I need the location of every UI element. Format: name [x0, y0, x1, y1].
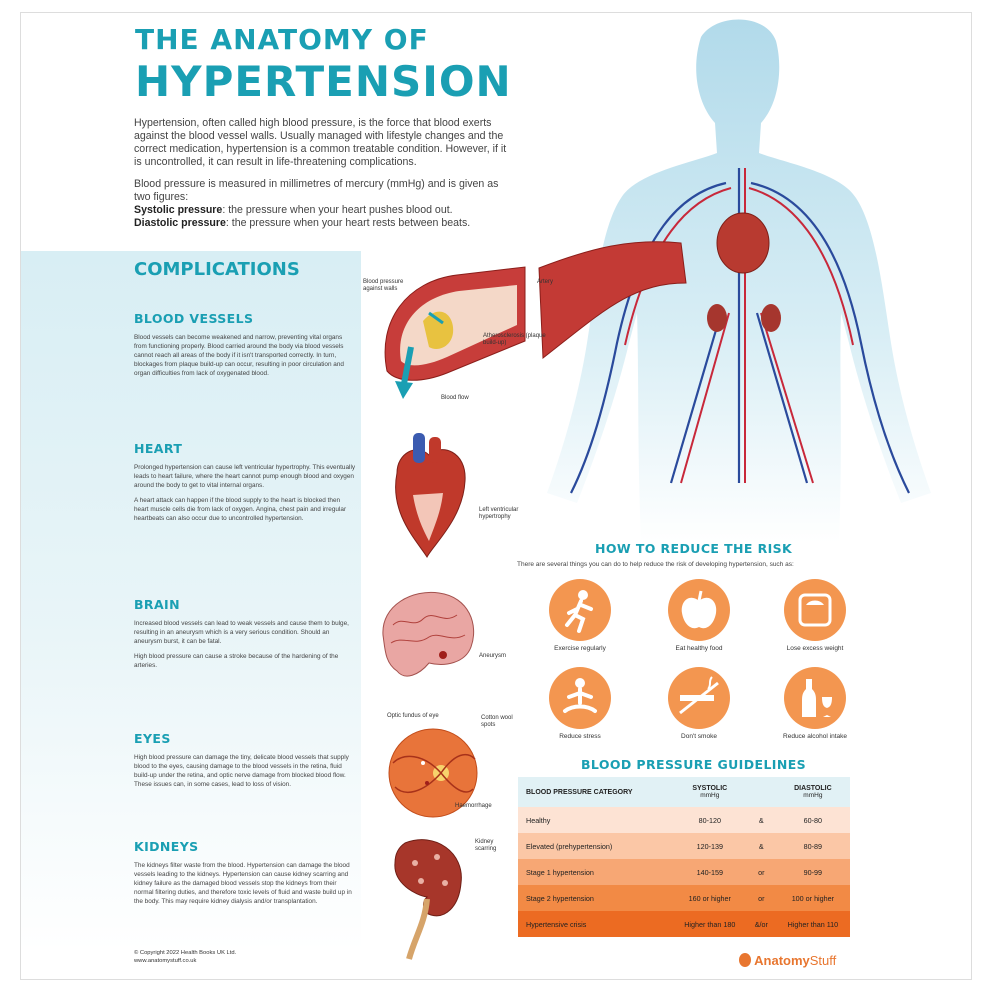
brain-illustration [373, 585, 483, 685]
kidney-organ-icon [707, 304, 727, 332]
copyright: © Copyright 2022 Health Books UK Ltd. www.anatomystuff.co.uk [134, 950, 237, 964]
brain-heading: BRAIN [134, 597, 180, 612]
row-category: Stage 1 hypertension [526, 867, 594, 877]
anatomystuff-logo: AnatomyStuff [739, 953, 836, 968]
meditation-icon [549, 667, 611, 729]
kidneys-heading: KIDNEYS [134, 839, 199, 854]
kidney-illustration [385, 833, 475, 963]
complications-heading: COMPLICATIONS [134, 259, 300, 280]
row-category: Healthy [526, 815, 551, 825]
heart-text: Prolonged hypertension can cause left ventricular hypertrophy. This eventually leads to heart failure, where the heart cannot pump enough blood and oxygen around the body to get to vital internal organs. A heart attack can happen if the blood supply to the heart is blocked then heart muscle cells die from lack of oxygen. Angina, chest pain and irregular heartbeats can also occur due to uncontrolled hypertension. [134, 464, 356, 522]
row-diastolic: 80-89 [803, 841, 823, 851]
row-diastolic: 100 or higher [791, 893, 835, 903]
row-diastolic: Higher than 110 [787, 919, 839, 929]
artery-label: Artery [537, 279, 554, 285]
bp-guidelines-heading: BLOOD PRESSURE GUIDELINES [581, 757, 807, 772]
risk-item-alcohol: Reduce alcohol intake [755, 667, 875, 740]
risk-item-exercise: Exercise regularly [520, 579, 640, 652]
col-category: BLOOD PRESSURE CATEGORY [518, 777, 673, 807]
eyes-heading: EYES [134, 731, 171, 746]
row-systolic: Higher than 180 [684, 919, 736, 929]
scale-icon [784, 579, 846, 641]
row-systolic: 120-139 [696, 841, 723, 851]
col-diastolic: DIASTOLIC mmHg [776, 777, 850, 807]
running-person-icon [549, 579, 611, 641]
bp-guidelines-table [518, 777, 850, 937]
atherosclerosis-label: Atherosclerosis (plaque build-up) [483, 333, 546, 346]
table-header-row [518, 777, 850, 807]
row-joiner: or [758, 893, 765, 903]
col-systolic: SYSTOLIC mmHg [673, 777, 747, 807]
row-category: Hypertensive crisis [526, 919, 587, 929]
page-title-line1: THE ANATOMY OF [135, 23, 429, 56]
left-ventricular-label: Left ventricular hypertrophy [479, 507, 519, 520]
brain-text: Increased blood vessels can lead to weak vessels and cause them to bulge, resulting in an aneurysm which is a very serious condition. Should an aneurysm burst, it can be fatal. High blood pressure can cause a stroke because of the hardening of the arteries. [134, 620, 349, 669]
blood-pressure-label: Blood pressure against walls [363, 279, 404, 292]
body-illustration [521, 13, 972, 543]
risk-item-food: Eat healthy food [639, 579, 759, 652]
reduce-risk-subtitle: There are several things you can do to help reduce the risk of developing hypertension, such as: [517, 561, 794, 568]
row-systolic: 80-120 [698, 815, 721, 825]
systolic-definition: Systolic pressure: the pressure when your heart pushes blood out. [134, 204, 453, 216]
intro-paragraph-1: Hypertension, often called high blood pressure, is the force that blood exerts against the blood vessel walls. Usually managed with lifestyle changes and the correct medication, hypertension is a common treatable condition. However, if it is uncontrolled, it can result in life-threatening complications. [134, 117, 507, 168]
haemorrhage-label: Haemorrhage [455, 803, 492, 809]
diastolic-definition: Diastolic pressure: the pressure when your heart rests between beats. [134, 217, 471, 229]
table-row [518, 885, 850, 911]
reduce-risk-heading: HOW TO REDUCE THE RISK [595, 541, 793, 556]
row-joiner: &/or [754, 919, 768, 929]
optic-fundus-label: Optic fundus of eye [387, 713, 439, 719]
row-joiner: & [758, 841, 764, 851]
heart-organ-icon [717, 213, 769, 273]
row-joiner: or [758, 867, 765, 877]
intro-text [134, 117, 514, 230]
table-row [518, 859, 850, 885]
table-row [518, 833, 850, 859]
row-category: Elevated (prehypertension) [526, 841, 613, 851]
blood-vessels-text: Blood vessels can become weakened and narrow, preventing vital organs from functioning properly. Blood carried around the body via blood vessels cannot reach all areas of the body if it isn't transported correctly. In turn, blockages from plaque build-up can occur, resulting in poor circulation and organ difficulties from lack of oxygenated blood. [134, 334, 344, 377]
risk-item-smoke: Don't smoke [639, 667, 759, 740]
risk-item-weight: Lose excess weight [755, 579, 875, 652]
row-joiner: & [758, 815, 764, 825]
row-category: Stage 2 hypertension [526, 893, 594, 903]
risk-item-stress: Reduce stress [520, 667, 640, 740]
col-joiner [747, 777, 776, 807]
table-row [518, 807, 850, 833]
row-systolic: 160 or higher [688, 893, 731, 903]
kidney-scarring-label: Kidney scarring [475, 839, 497, 852]
heart-illustration [377, 433, 477, 563]
heart-heading: HEART [134, 441, 183, 456]
row-diastolic: 90-99 [803, 867, 823, 877]
no-smoking-icon [668, 667, 730, 729]
wine-bottle-icon [784, 667, 846, 729]
eyes-text: High blood pressure can damage the tiny, delicate blood vessels that supply blood to the eyes, causing damage to the blood vessels in the retina, fluid build-up under the retina, and optic nerve damage from blocked blood flow. These issues can, in some cases, lead to loss of vision. [134, 754, 349, 788]
logo-mark-icon [739, 953, 751, 967]
poster [20, 12, 972, 980]
intro-paragraph-2: Blood pressure is measured in millimetres of mercury (mmHg) and is given as two figures: [134, 178, 499, 203]
apple-icon [668, 579, 730, 641]
blood-flow-label: Blood flow [441, 395, 469, 401]
table-row [518, 911, 850, 937]
aneurysm-label: Aneurysm [479, 653, 507, 659]
cotton-wool-label: Cotton wool spots [481, 715, 513, 728]
row-diastolic: 60-80 [803, 815, 823, 825]
page-title-line2: HYPERTENSION [135, 57, 512, 106]
kidneys-text: The kidneys filter waste from the blood. Hypertension can damage the blood vessels leading to the kidneys. Hypertension can cause kidney scarring and kidney failure as the damaged blood vessels stop the kidneys from their normal filtering duties, and therefore toxic levels of fluid and waste build up in the body. This may require kidney dialysis and/or transplantation. [134, 862, 352, 905]
row-systolic: 140-159 [696, 867, 723, 877]
blood-vessels-heading: BLOOD VESSELS [134, 311, 254, 326]
